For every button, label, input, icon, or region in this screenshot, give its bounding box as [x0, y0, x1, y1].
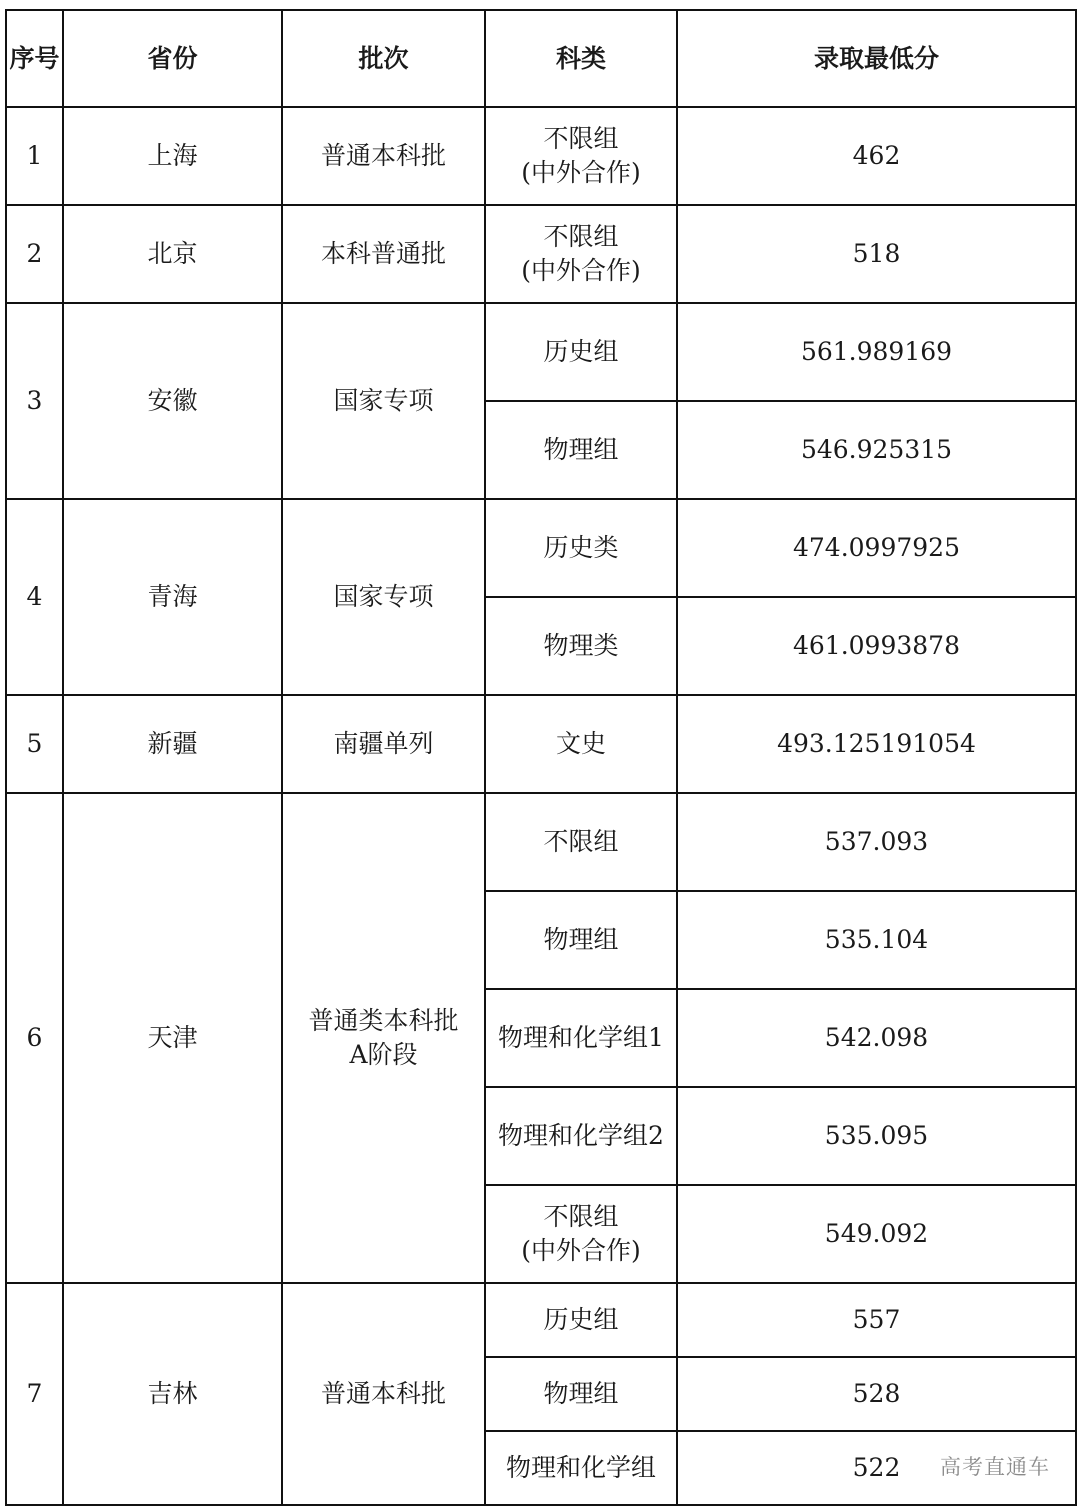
row-index: 6 — [6, 793, 63, 1283]
table-row — [6, 107, 1076, 205]
min-score-cell: 522 — [677, 1431, 1076, 1505]
admission-score-table — [5, 9, 1077, 1506]
batch-cell — [282, 793, 485, 1283]
batch-cell — [282, 303, 485, 499]
min-score-cell: 528 — [677, 1357, 1076, 1431]
watermark: 高考直通车 — [940, 1455, 1050, 1479]
table-row — [6, 205, 1076, 303]
category-cell — [485, 401, 677, 499]
category-line: 历史组 — [543, 1305, 619, 1334]
table-body — [6, 107, 1076, 1505]
row-index: 1 — [6, 107, 63, 205]
header-province: 省份 — [63, 10, 282, 107]
category-cell — [485, 597, 677, 695]
category-line: 物理组 — [543, 925, 619, 954]
province-cell: 青海 — [63, 499, 282, 695]
category-cell — [485, 107, 677, 205]
category-cell — [485, 891, 677, 989]
category-cell — [485, 205, 677, 303]
province-cell: 吉林 — [63, 1283, 282, 1505]
province-cell: 天津 — [63, 793, 282, 1283]
header-row — [6, 10, 1076, 107]
category-line: (中外合作) — [521, 158, 641, 187]
province-cell: 新疆 — [63, 695, 282, 793]
min-score-cell: 542.098 — [677, 989, 1076, 1087]
row-index: 4 — [6, 499, 63, 695]
min-score-cell: 535.104 — [677, 891, 1076, 989]
table-row — [6, 695, 1076, 793]
batch-line: 国家专项 — [333, 386, 434, 415]
min-score-cell: 474.0997925 — [677, 499, 1076, 597]
batch-line: 南疆单列 — [333, 729, 434, 758]
province-cell: 安徽 — [63, 303, 282, 499]
category-line: 物理类 — [543, 631, 619, 660]
category-cell — [485, 499, 677, 597]
category-line: 不限组 — [543, 222, 619, 251]
min-score-cell: 537.093 — [677, 793, 1076, 891]
row-index: 3 — [6, 303, 63, 499]
category-cell — [485, 695, 677, 793]
min-score-cell: 546.925315 — [677, 401, 1076, 499]
category-line: 不限组 — [543, 124, 619, 153]
category-cell — [485, 1357, 677, 1431]
min-score-cell: 549.092 — [677, 1185, 1076, 1283]
category-line: 历史组 — [543, 337, 619, 366]
min-score-cell: 561.989169 — [677, 303, 1076, 401]
batch-cell — [282, 695, 485, 793]
batch-line: A阶段 — [349, 1040, 418, 1069]
category-line: 文史 — [555, 729, 606, 758]
category-line: 物理和化学组2 — [498, 1121, 664, 1150]
table-row — [6, 499, 1076, 597]
province-cell: 北京 — [63, 205, 282, 303]
table-row — [6, 303, 1076, 401]
header-index: 序号 — [6, 10, 63, 107]
category-line: (中外合作) — [521, 256, 641, 285]
batch-line: 普通本科批 — [320, 1379, 446, 1408]
batch-cell — [282, 107, 485, 205]
batch-line: 普通类本科批 — [308, 1006, 459, 1035]
min-score-cell: 493.125191054 — [677, 695, 1076, 793]
category-cell — [485, 1283, 677, 1357]
category-line: 不限组 — [543, 1202, 619, 1231]
batch-cell — [282, 1283, 485, 1505]
category-cell — [485, 303, 677, 401]
category-line: 历史类 — [543, 533, 619, 562]
header-min-score: 录取最低分 — [677, 10, 1076, 107]
row-index: 2 — [6, 205, 63, 303]
category-line: 物理和化学组1 — [498, 1023, 664, 1052]
min-score-cell: 557 — [677, 1283, 1076, 1357]
batch-cell — [282, 205, 485, 303]
row-index: 7 — [6, 1283, 63, 1505]
table-row — [6, 793, 1076, 891]
table-row — [6, 1283, 1076, 1357]
category-line: 不限组 — [543, 827, 619, 856]
category-cell — [485, 793, 677, 891]
category-line: 物理和化学组 — [505, 1453, 656, 1482]
min-score-cell: 462 — [677, 107, 1076, 205]
province-cell: 上海 — [63, 107, 282, 205]
batch-cell — [282, 499, 485, 695]
category-line: 物理组 — [543, 435, 619, 464]
min-score-cell: 518 — [677, 205, 1076, 303]
batch-line: 国家专项 — [333, 582, 434, 611]
header-category: 科类 — [485, 10, 677, 107]
batch-line: 普通本科批 — [320, 141, 446, 170]
category-line: 物理组 — [543, 1379, 619, 1408]
category-line: (中外合作) — [521, 1236, 641, 1265]
category-cell — [485, 1185, 677, 1283]
min-score-cell: 535.095 — [677, 1087, 1076, 1185]
category-cell — [485, 1431, 677, 1505]
category-cell — [485, 1087, 677, 1185]
header-batch: 批次 — [282, 10, 485, 107]
batch-line: 本科普通批 — [320, 239, 446, 268]
min-score-cell: 461.0993878 — [677, 597, 1076, 695]
row-index: 5 — [6, 695, 63, 793]
category-cell — [485, 989, 677, 1087]
